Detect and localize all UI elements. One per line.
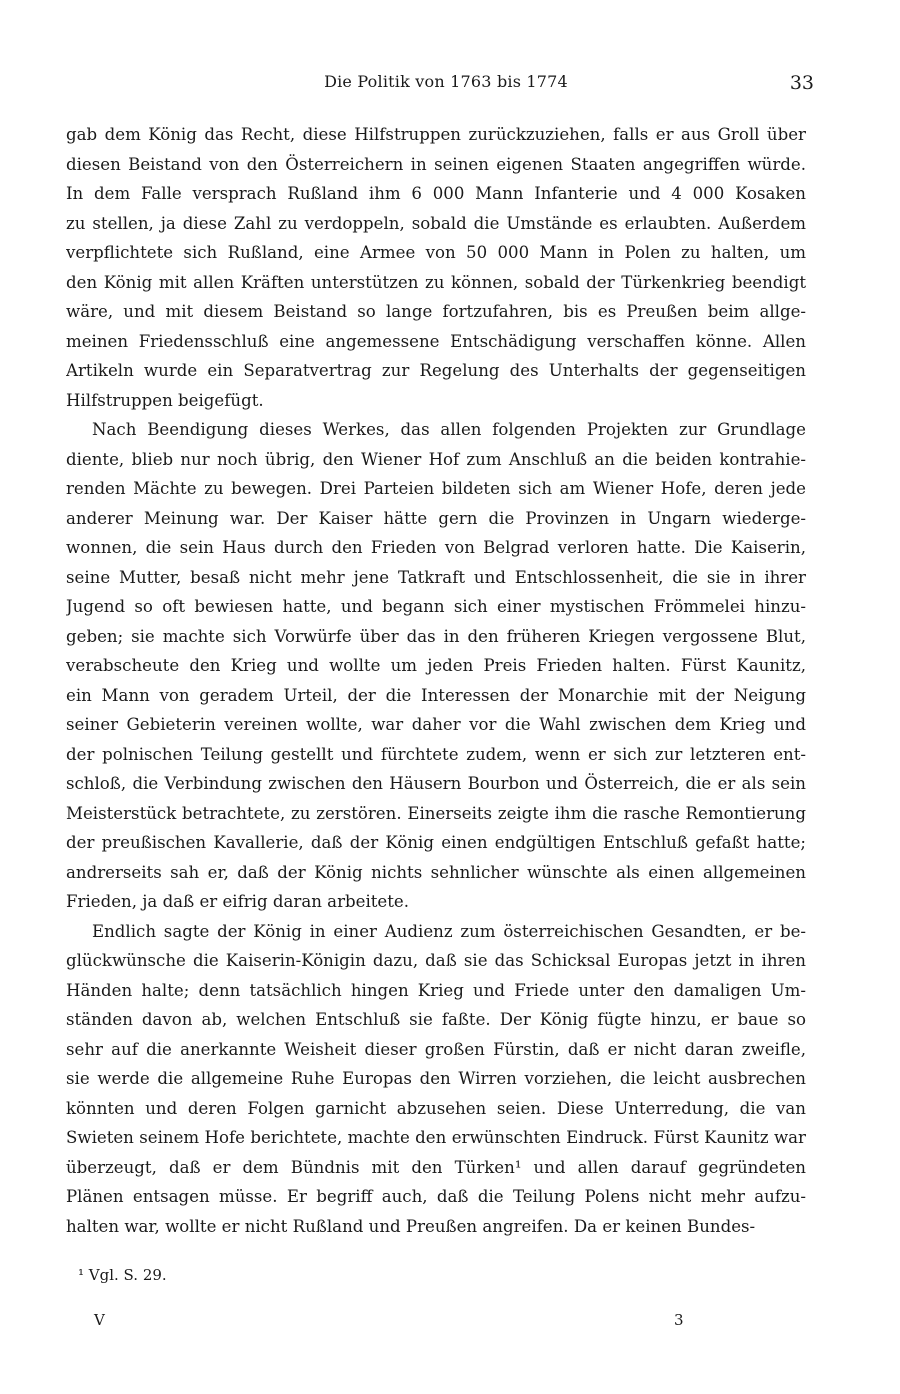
- text-line: geben; sie machte sich Vorwürfe über das in den früheren Kriegen vergossene Blut,: [66, 626, 806, 646]
- text-line: halten war, wollte er nicht Rußland und Preußen angreifen. Da er keinen Bundes-: [66, 1216, 756, 1236]
- text-line: sehr auf die anerkannte Weisheit dieser großen Fürstin, daß er nicht daran zweifle,: [66, 1039, 806, 1059]
- text-line: Endlich sagte der König in einer Audienz zum österreichischen Gesandten, er be-: [92, 921, 806, 941]
- paragraph: [66, 120, 806, 415]
- text-line: ein Mann von geradem Urteil, der die Interessen der Monarchie mit der Neigung: [66, 685, 806, 705]
- text-line: könnten und deren Folgen garnicht abzusehen seien. Diese Unterredung, die van: [66, 1098, 806, 1118]
- running-head: [66, 72, 826, 102]
- page-number: 33: [789, 72, 814, 94]
- text-line: der polnischen Teilung gestellt und fürchtete zudem, wenn er sich zur letzteren ent-: [66, 744, 806, 764]
- text-line: Meisterstück betrachtete, zu zerstören. Einerseits zeigte ihm die rasche Remontierung: [66, 803, 806, 823]
- text-line: gab dem König das Recht, diese Hilfstruppen zurückzuziehen, falls er aus Groll über: [66, 125, 806, 144]
- text-line: diesen Beistand von den Österreichern in seinen eigenen Staaten angegriffen würde.: [66, 154, 806, 174]
- text-line: ständen davon ab, welchen Entschluß sie faßte. Der König fügte hinzu, er baue so: [66, 1010, 806, 1029]
- text-line: wonnen, die sein Haus durch den Frieden von Belgrad verloren hatte. Die Kaiserin,: [66, 538, 806, 557]
- text-line: Frieden, ja daß er eifrig daran arbeitete.: [66, 892, 409, 911]
- text-line: Swieten seinem Hofe berichtete, machte den erwünschten Eindruck. Fürst Kaunitz war: [66, 1128, 806, 1147]
- text-line: überzeugt, daß er dem Bündnis mit den Türken¹ und allen darauf gegründeten: [66, 1157, 806, 1177]
- text-line: zu stellen, ja diese Zahl zu verdoppeln, sobald die Umstände es erlaubten. Außerdem: [66, 213, 806, 233]
- text-line: glückwünsche die Kaiserin-Königin dazu, daß sie das Schicksal Europas jetzt in ihren: [66, 951, 806, 970]
- text-line: Hilfstruppen beigefügt.: [66, 390, 264, 410]
- text-line: Jugend so oft bewiesen hatte, und begann sich einer mystischen Frömmelei hinzu-: [66, 597, 806, 616]
- signature-mark-right: 3: [674, 1311, 684, 1329]
- text-line: Händen halte; denn tatsächlich hingen Krieg und Friede unter den damaligen Um-: [66, 980, 806, 1000]
- running-title: Die Politik von 1763 bis 1774: [324, 72, 568, 91]
- text-line: In dem Falle versprach Rußland ihm 6 000 Mann Infanterie und 4 000 Kosaken: [66, 184, 806, 203]
- text-line: Plänen entsagen müsse. Er begriff auch, daß die Teilung Polens nicht mehr aufzu-: [66, 1187, 806, 1206]
- text-line: den König mit allen Kräften unterstützen zu können, sobald der Türkenkrieg beendigt: [66, 272, 806, 292]
- text-line: verabscheute den Krieg und wollte um jeden Preis Frieden halten. Fürst Kaunitz,: [66, 656, 806, 675]
- footnote: ¹ Vgl. S. 29.: [78, 1266, 167, 1284]
- text-line: sie werde die allgemeine Ruhe Europas den Wirren vorziehen, die leicht ausbrechen: [66, 1069, 806, 1088]
- signature-mark-left: V: [94, 1311, 105, 1329]
- text-line: seine Mutter, besaß nicht mehr jene Tatkraft und Entschlossenheit, die sie in ihrer: [66, 567, 806, 587]
- text-line: seiner Gebieterin vereinen wollte, war daher vor die Wahl zwischen dem Krieg und: [66, 715, 806, 734]
- text-line: meinen Friedensschluß eine angemessene Entschädigung verschaffen könne. Allen: [66, 331, 806, 351]
- text-line: Nach Beendigung dieses Werkes, das allen folgenden Projekten zur Grundlage: [92, 420, 806, 439]
- text-line: schloß, die Verbindung zwischen den Häusern Bourbon und Österreich, die er als sein: [66, 774, 806, 793]
- text-line: wäre, und mit diesem Beistand so lange fortzufahren, bis es Preußen beim allge-: [66, 302, 806, 321]
- paragraph: [66, 415, 806, 917]
- text-line: verpflichtete sich Rußland, eine Armee von 50 000 Mann in Polen zu halten, um: [66, 243, 806, 262]
- text-line: andrerseits sah er, daß der König nichts sehnlicher wünschte als einen allgemeinen: [66, 862, 806, 882]
- text-line: Artikeln wurde ein Separatvertrag zur Regelung des Unterhalts der gegenseitigen: [66, 361, 806, 380]
- text-line: diente, blieb nur noch übrig, den Wiener Hof zum Anschluß an die beiden kontrahie-: [66, 449, 806, 469]
- text-line: anderer Meinung war. Der Kaiser hätte gern die Provinzen in Ungarn wiederge-: [66, 508, 806, 528]
- paragraph: [66, 917, 806, 1242]
- text-line: renden Mächte zu bewegen. Drei Parteien bildeten sich am Wiener Hofe, deren jede: [66, 479, 806, 498]
- text-line: der preußischen Kavallerie, daß der König einen endgültigen Entschluß gefaßt hatte;: [66, 833, 806, 852]
- body-text: [66, 120, 806, 1241]
